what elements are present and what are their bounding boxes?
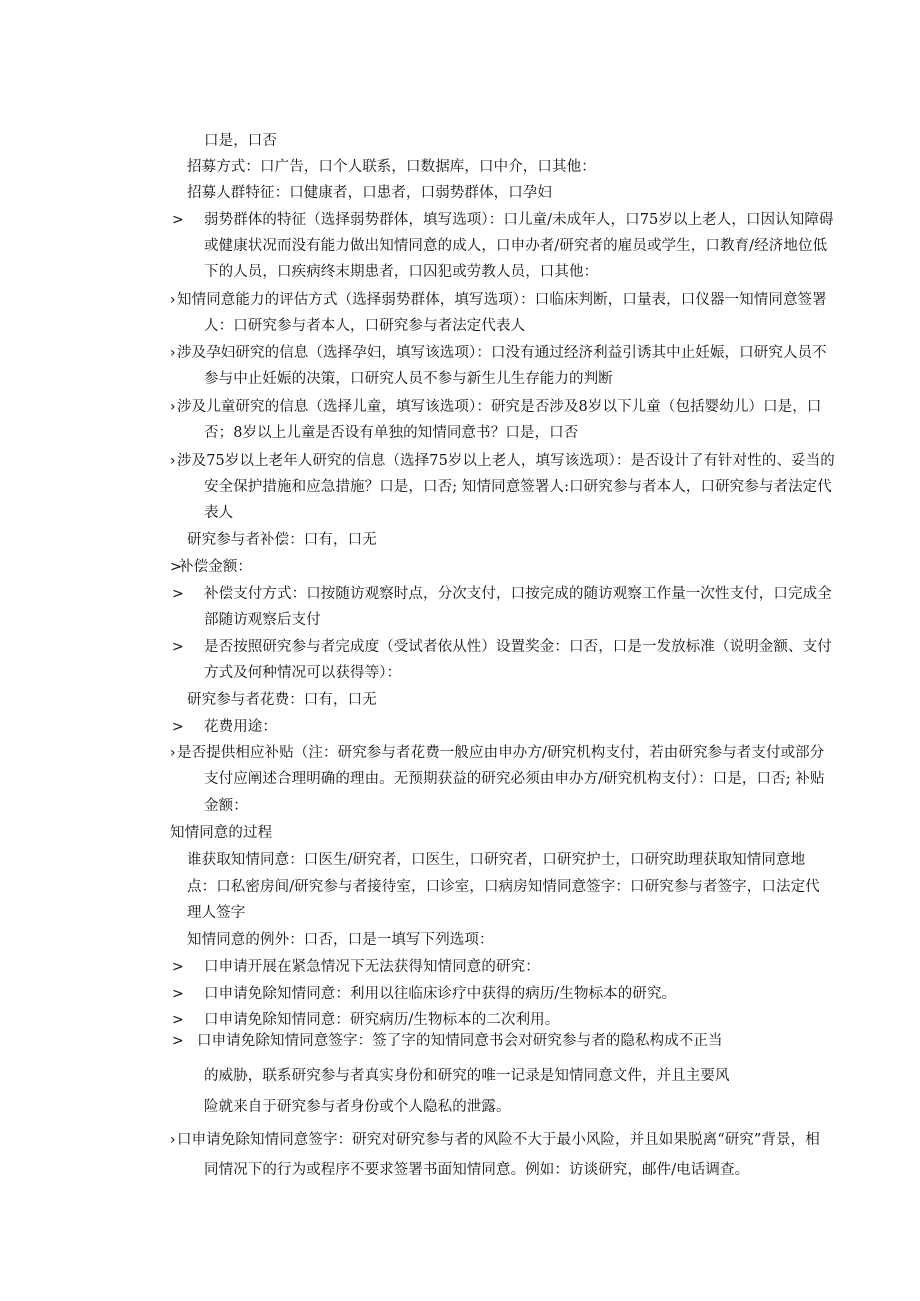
text-line: 涉及孕妇研究的信息（选择孕妇，填写该选项）：口没有通过经济利益引诱其中止妊娠，口研究人员不 <box>177 345 827 361</box>
text-line: 表人 <box>204 505 234 521</box>
bullet-marker: > <box>172 1033 184 1049</box>
text-line: 知情同意的例外：口否，口是一填写下列选项： <box>187 932 494 948</box>
bullet-marker: › <box>170 345 176 361</box>
text-line: 下的人员，口疾病终末期患者，口囚犯或劳教人员，口其他： <box>204 264 599 280</box>
text-line: 口是，口否 <box>204 133 277 149</box>
text-line: 险就来自于研究参与者身份或个人隐私的泄露。 <box>204 1099 511 1115</box>
text-line: 谁获取知情同意：口医生/研究者，口医生，口研究者，口研究护士，口研究助理获取知情同意地 <box>187 852 806 868</box>
text-line: 口申请免除知情同意：研究病历/生物标本的二次利用。 <box>204 1012 560 1028</box>
text-line: 或健康状况而没有能力做出知情同意的成人，口申办者/研究者的雇员或学生，口教育/经济地位低 <box>204 238 828 254</box>
text-line: 人：口研究参与者本人，口研究参与者法定代表人 <box>204 318 526 334</box>
text-line: 是否提供相应补贴（注：研究参与者花费一般应由申办方/研究机构支付，若由研究参与者支付或部分 <box>177 745 825 761</box>
text-line: 补偿支付方式：口按随访观察时点，分次支付，口按完成的随访观察工作量一次性支付，口完成全 <box>204 586 832 602</box>
bullet-marker: > <box>172 212 184 228</box>
text-line: 理人签字 <box>187 905 246 921</box>
text-line: 参与中止妊娠的决策，口研究人员不参与新生儿生存能力的判断 <box>204 371 613 387</box>
text-line: 的威胁，联系研究参与者真实身份和研究的唯一记录是知情同意文件，并且主要风 <box>204 1068 730 1084</box>
text-line: 同情况下的行为或程序不要求签署书面知情同意。例如：访谈研究，邮件/电话调查。 <box>204 1162 750 1178</box>
bullet-marker: › <box>170 745 176 761</box>
bullet-marker: › <box>170 399 176 415</box>
text-line: 金额： <box>204 798 248 814</box>
bullet-marker: > <box>172 586 184 602</box>
text-line: 招募方式：口广告，口个人联系，口数据库，口中介，口其他： <box>187 159 596 175</box>
text-line: 口申请免除知情同意签字：签了字的知情同意书会对研究参与者的隐私构成不正当 <box>197 1033 723 1049</box>
bullet-marker: > <box>172 719 184 735</box>
text-line: 支付应阐述合理明确的理由。无预期获益的研究必须由申办方/研究机构支付）：口是，口否; 补贴 <box>204 771 825 787</box>
bullet-marker: > <box>170 559 182 575</box>
text-line: 知情同意能力的评估方式（选择弱势群体，填写选项）：口临床判断，口量表，口仪器一知情同意签署 <box>177 292 827 308</box>
text-line: 部随访观察后支付 <box>204 612 321 628</box>
text-line: 口申请开展在紧急情况下无法获得知情同意的研究： <box>204 959 540 975</box>
text-line: 花费用途： <box>204 719 277 735</box>
text-line: 口申请免除知情同意：利用以往临床诊疗中获得的病历/生物标本的研究。 <box>204 986 677 1002</box>
bullet-marker: › <box>170 1132 176 1148</box>
text-line: 点：口私密房间/研究参与者接待室，口诊室，口病房知情同意签字：口研究参与者签字，口法定代 <box>187 879 820 895</box>
text-line: 涉及75岁以上老年人研究的信息（选择75岁以上老人，填写该选项）：是否设计了有针对性的、妥当的 <box>177 453 835 469</box>
text-line: 涉及儿童研究的信息（选择儿童，填写该选项）：研究是否涉及8岁以下儿童（包括婴幼儿）口是，口 <box>177 399 822 415</box>
text-line: 是否按照研究参与者完成度（受试者依从性）设置奖金：口否，口是一发放标准（说明金额、支付 <box>204 639 832 655</box>
bullet-marker: > <box>172 639 184 655</box>
text-line: 招募人群特征：口健康者，口患者，口弱势群体，口孕妇 <box>187 185 552 201</box>
text-line: 研究参与者花费：口有，口无 <box>187 692 377 708</box>
text-line: 否；8岁以上儿童是否设有单独的知情同意书？口是，口否 <box>204 425 579 441</box>
text-line: 方式及何种情况可以获得等）： <box>204 665 402 681</box>
bullet-marker: > <box>172 986 184 1002</box>
section-heading: 知情同意的过程 <box>170 825 273 841</box>
bullet-marker: > <box>172 959 184 975</box>
bullet-marker: › <box>170 292 176 308</box>
text-line: 口申请免除知情同意签字：研究对研究参与者的风险不大于最小风险，并且如果脱离“研究”背景，相 <box>177 1132 820 1148</box>
bullet-marker: › <box>170 453 176 469</box>
text-line: 安全保护措施和应急措施？口是，口否; 知情同意签署人:口研究参与者本人，口研究参与者法定代 <box>204 479 832 495</box>
text-line: 研究参与者补偿：口有，口无 <box>187 532 377 548</box>
bullet-marker: > <box>172 1012 184 1028</box>
text-line: 补偿金额： <box>179 559 252 575</box>
text-line: 弱势群体的特征（选择弱势群体，填写选项）：口儿童/未成年人，口75岁以上老人，口因认知障碍 <box>204 212 834 228</box>
